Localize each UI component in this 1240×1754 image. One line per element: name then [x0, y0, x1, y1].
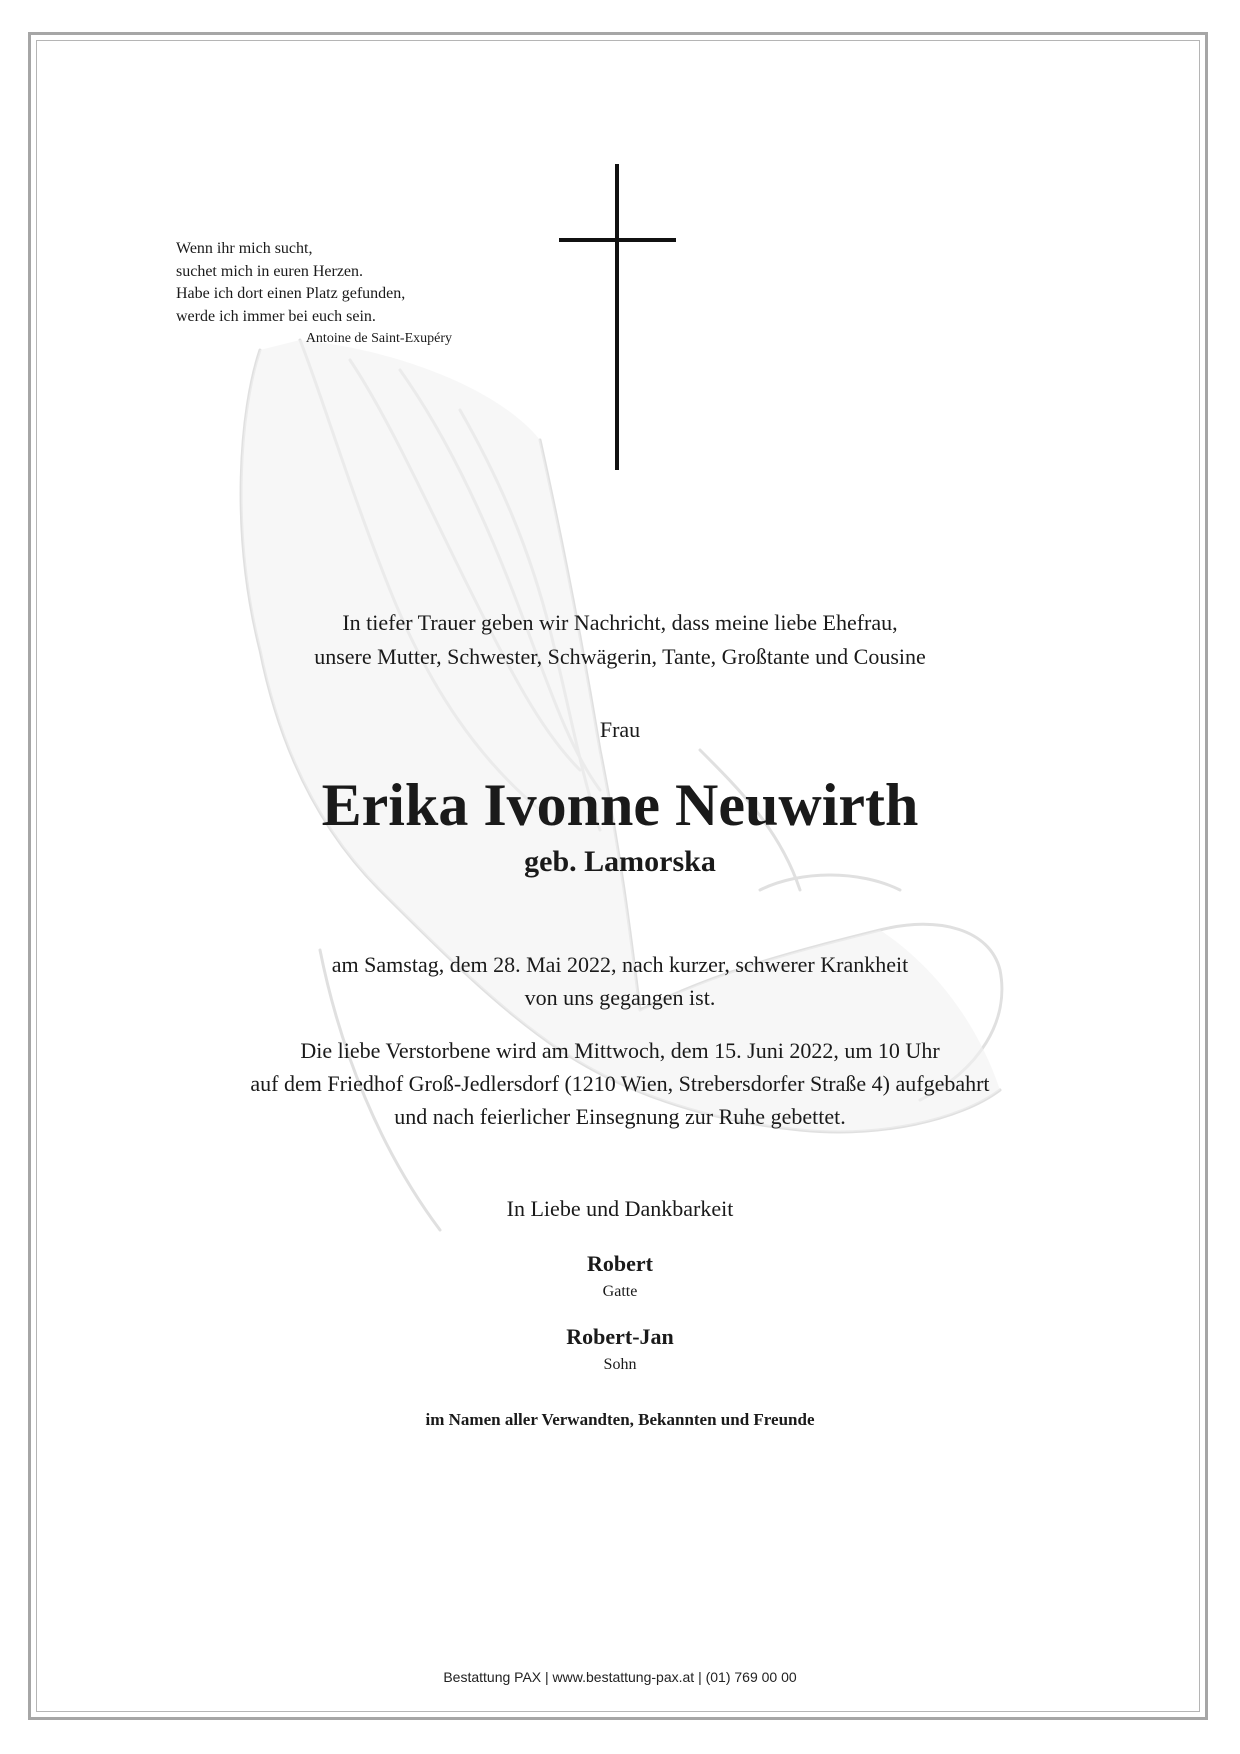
mourner-role: Sohn: [603, 1356, 637, 1373]
mourner-role: Gatte: [602, 1283, 638, 1300]
mourner-name: Robert-Jan: [566, 1324, 674, 1349]
poem-line: Habe ich dort einen Platz gefunden,: [176, 285, 406, 302]
footer-contact: Bestattung PAX | www.bestattung-pax.at | (01) 769 00 00: [443, 1669, 797, 1685]
deceased-name: Erika Ivonne Neuwirth: [321, 772, 919, 838]
poem-line: werde ich immer bei euch sein.: [176, 307, 376, 325]
poem-line: Wenn ihr mich sucht,: [176, 240, 313, 257]
death-notice: am Samstag, dem 28. Mai 2022, nach kurzer, schwerer Krankheit von uns gegangen ist.: [331, 952, 909, 1010]
honorific: Frau: [599, 717, 641, 742]
closing-phrase: In Liebe und Dankbarkeit: [506, 1196, 734, 1221]
poem-block: [176, 238, 476, 351]
birth-name: geb. Lamorska: [524, 845, 716, 878]
mourner-name: Robert: [587, 1251, 653, 1276]
poem-author: Antoine de Saint-Exupéry: [305, 331, 452, 346]
poem-line: suchet mich in euren Herzen.: [176, 262, 364, 280]
intro-text: In tiefer Trauer geben wir Nachricht, dass meine liebe Ehefrau, unsere Mutter, Schwester, Schwägerin, Tante, Großtante und Cousine: [314, 610, 926, 669]
burial-notice: Die liebe Verstorbene wird am Mittwoch, dem 15. Juni 2022, um 10 Uhr auf dem Friedhof Groß-Jedlersdorf (1210 Wien, Strebersdorfer Straße 4) aufgebahrt und nach feierlicher Einsegnung zur Ruhe gebettet.: [250, 1038, 990, 1129]
family-line: im Namen aller Verwandten, Bekannten und Freunde: [425, 1410, 815, 1429]
